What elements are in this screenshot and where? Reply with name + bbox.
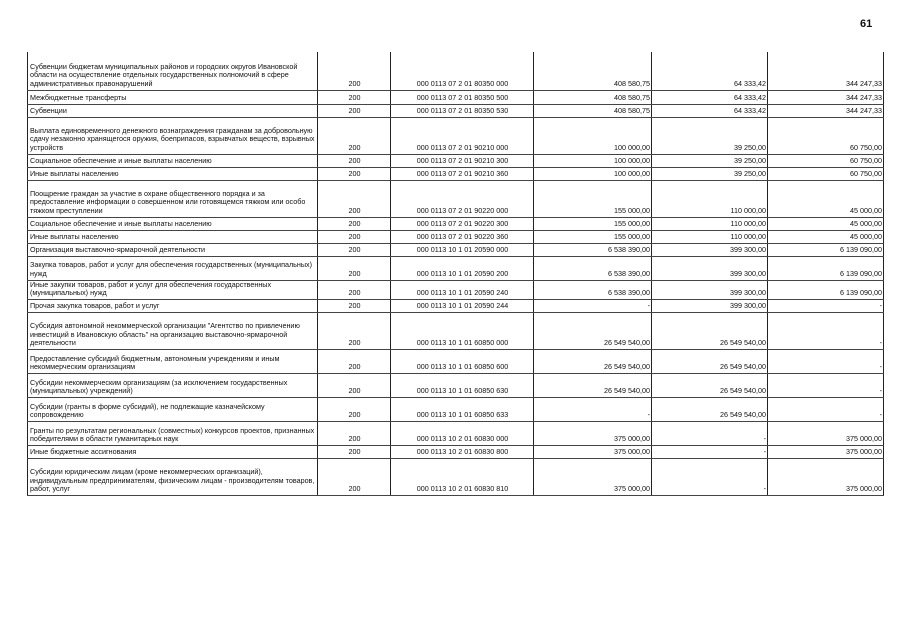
row-unexecuted-cell: -	[768, 312, 884, 349]
row-unexecuted-cell: -	[768, 349, 884, 373]
row-code-cell: 200	[318, 180, 391, 217]
row-unexecuted-cell: 60 750,00	[768, 167, 884, 180]
row-kbk-cell: 000 0113 10 1 01 60850 633	[391, 397, 534, 421]
table-row	[28, 180, 884, 217]
row-executed-cell: 26 549 540,00	[652, 373, 768, 397]
row-kbk-cell: 000 0113 07 2 01 90220 300	[391, 217, 534, 230]
table-row	[28, 458, 884, 495]
row-unexecuted-cell: 45 000,00	[768, 230, 884, 243]
row-unexecuted-cell: 60 750,00	[768, 154, 884, 167]
row-executed-cell: 64 333,42	[652, 104, 768, 117]
table-row	[28, 104, 884, 117]
row-kbk-cell: 000 0113 10 1 01 20590 000	[391, 243, 534, 256]
budget-execution-table	[27, 52, 884, 496]
row-kbk-cell: 000 0113 07 2 01 90210 000	[391, 117, 534, 154]
row-executed-cell: 399 300,00	[652, 256, 768, 280]
row-kbk-cell: 000 0113 10 2 01 60830 000	[391, 421, 534, 445]
row-code-cell: 200	[318, 397, 391, 421]
row-code-cell: 200	[318, 90, 391, 104]
table-row	[28, 217, 884, 230]
row-kbk-cell: 000 0113 07 2 01 80350 000	[391, 52, 534, 90]
row-kbk-cell: 000 0113 07 2 01 90220 360	[391, 230, 534, 243]
row-code-cell: 200	[318, 167, 391, 180]
row-unexecuted-cell: -	[768, 299, 884, 312]
row-name-cell: Гранты по результатам региональных (совместных) конкурсов проектов, признанных победителями в области гуманитарных наук	[28, 421, 318, 445]
row-name-cell: Выплата единовременного денежного вознаграждения гражданам за добровольную сдачу незаконно хранящегося оружия, боеприпасов, взрывчатых веществ, взрывных устройств	[28, 117, 318, 154]
row-executed-cell: 26 549 540,00	[652, 312, 768, 349]
row-code-cell: 200	[318, 312, 391, 349]
row-unexecuted-cell: 344 247,33	[768, 52, 884, 90]
row-approved-cell: 375 000,00	[534, 458, 652, 495]
row-kbk-cell: 000 0113 10 2 01 60830 810	[391, 458, 534, 495]
row-code-cell: 200	[318, 52, 391, 90]
row-executed-cell: 110 000,00	[652, 180, 768, 217]
row-code-cell: 200	[318, 243, 391, 256]
row-name-cell: Иные выплаты населению	[28, 167, 318, 180]
table-row	[28, 445, 884, 458]
table-row	[28, 312, 884, 349]
table-row	[28, 421, 884, 445]
row-name-cell: Социальное обеспечение и иные выплаты населению	[28, 217, 318, 230]
row-approved-cell: 155 000,00	[534, 217, 652, 230]
row-approved-cell: 100 000,00	[534, 117, 652, 154]
row-unexecuted-cell: 375 000,00	[768, 458, 884, 495]
row-executed-cell: 39 250,00	[652, 117, 768, 154]
row-name-cell: Закупка товаров, работ и услуг для обеспечения государственных (муниципальных) нужд	[28, 256, 318, 280]
row-code-cell: 200	[318, 373, 391, 397]
row-kbk-cell: 000 0113 10 1 01 20590 200	[391, 256, 534, 280]
row-name-cell: Субсидия автономной некоммерческой организации "Агентство по привлечению инвестиций в Ивановскую область" на организацию выставочно-ярмарочной деятельности	[28, 312, 318, 349]
row-name-cell: Предоставление субсидий бюджетным, автономным учреждениям и иным некоммерческим организациям	[28, 349, 318, 373]
row-approved-cell: 155 000,00	[534, 180, 652, 217]
page-number: 61	[860, 18, 873, 30]
table-row	[28, 349, 884, 373]
table-row	[28, 52, 884, 90]
row-executed-cell: 39 250,00	[652, 167, 768, 180]
row-approved-cell: 6 538 390,00	[534, 256, 652, 280]
row-approved-cell: 26 549 540,00	[534, 373, 652, 397]
row-unexecuted-cell: 6 139 090,00	[768, 243, 884, 256]
row-code-cell: 200	[318, 445, 391, 458]
row-code-cell: 200	[318, 104, 391, 117]
row-name-cell: Субсидии некоммерческим организациям (за исключением государственных (муниципальных) учреждений)	[28, 373, 318, 397]
row-unexecuted-cell: 45 000,00	[768, 217, 884, 230]
row-executed-cell: 399 300,00	[652, 243, 768, 256]
table-row	[28, 256, 884, 280]
row-name-cell: Субвенции	[28, 104, 318, 117]
table-row	[28, 90, 884, 104]
row-code-cell: 200	[318, 230, 391, 243]
table-row	[28, 373, 884, 397]
row-code-cell: 200	[318, 217, 391, 230]
row-name-cell: Иные выплаты населению	[28, 230, 318, 243]
row-executed-cell: 64 333,42	[652, 52, 768, 90]
row-unexecuted-cell: 375 000,00	[768, 445, 884, 458]
row-executed-cell: 399 300,00	[652, 280, 768, 299]
row-executed-cell: -	[652, 458, 768, 495]
row-approved-cell: 155 000,00	[534, 230, 652, 243]
row-kbk-cell: 000 0113 10 1 01 20590 244	[391, 299, 534, 312]
row-kbk-cell: 000 0113 07 2 01 90210 300	[391, 154, 534, 167]
row-unexecuted-cell: -	[768, 397, 884, 421]
row-approved-cell: 6 538 390,00	[534, 243, 652, 256]
table-row	[28, 117, 884, 154]
row-unexecuted-cell: -	[768, 373, 884, 397]
row-unexecuted-cell: 45 000,00	[768, 180, 884, 217]
row-unexecuted-cell: 344 247,33	[768, 90, 884, 104]
row-approved-cell: 408 580,75	[534, 104, 652, 117]
row-executed-cell: -	[652, 421, 768, 445]
row-code-cell: 200	[318, 458, 391, 495]
row-code-cell: 200	[318, 154, 391, 167]
row-executed-cell: 110 000,00	[652, 217, 768, 230]
row-approved-cell: 100 000,00	[534, 167, 652, 180]
row-executed-cell: 110 000,00	[652, 230, 768, 243]
row-approved-cell: 26 549 540,00	[534, 312, 652, 349]
row-unexecuted-cell: 6 139 090,00	[768, 280, 884, 299]
row-approved-cell: 408 580,75	[534, 90, 652, 104]
row-name-cell: Субвенции бюджетам муниципальных районов и городских округов Ивановской области на осуществление отдельных государственных полномочий в сфере административных правонарушений	[28, 52, 318, 90]
row-kbk-cell: 000 0113 10 2 01 60830 800	[391, 445, 534, 458]
row-kbk-cell: 000 0113 10 1 01 60850 630	[391, 373, 534, 397]
row-name-cell: Иные закупки товаров, работ и услуг для обеспечения государственных (муниципальных) нужд	[28, 280, 318, 299]
row-unexecuted-cell: 6 139 090,00	[768, 256, 884, 280]
table-row	[28, 167, 884, 180]
table-row	[28, 154, 884, 167]
row-approved-cell: 6 538 390,00	[534, 280, 652, 299]
row-code-cell: 200	[318, 299, 391, 312]
row-approved-cell: -	[534, 397, 652, 421]
row-unexecuted-cell: 375 000,00	[768, 421, 884, 445]
row-code-cell: 200	[318, 421, 391, 445]
row-kbk-cell: 000 0113 07 2 01 90220 000	[391, 180, 534, 217]
row-executed-cell: 64 333,42	[652, 90, 768, 104]
row-code-cell: 200	[318, 117, 391, 154]
row-kbk-cell: 000 0113 10 1 01 20590 240	[391, 280, 534, 299]
row-executed-cell: -	[652, 445, 768, 458]
row-code-cell: 200	[318, 280, 391, 299]
row-name-cell: Субсидии (гранты в форме субсидий), не подлежащие казначейскому сопровождению	[28, 397, 318, 421]
table-row	[28, 280, 884, 299]
row-approved-cell: -	[534, 299, 652, 312]
row-executed-cell: 399 300,00	[652, 299, 768, 312]
row-approved-cell: 26 549 540,00	[534, 349, 652, 373]
row-name-cell: Иные бюджетные ассигнования	[28, 445, 318, 458]
table-row	[28, 397, 884, 421]
row-name-cell: Прочая закупка товаров, работ и услуг	[28, 299, 318, 312]
row-name-cell: Организация выставочно-ярмарочной деятельности	[28, 243, 318, 256]
table-row	[28, 299, 884, 312]
row-name-cell: Социальное обеспечение и иные выплаты населению	[28, 154, 318, 167]
row-code-cell: 200	[318, 349, 391, 373]
row-executed-cell: 26 549 540,00	[652, 349, 768, 373]
row-name-cell: Поощрение граждан за участие в охране общественного порядка и за предоставление информации о совершенном или готовящемся тяжком или особо тяжком преступлении	[28, 180, 318, 217]
row-name-cell: Межбюджетные трансферты	[28, 90, 318, 104]
row-name-cell: Субсидии юридическим лицам (кроме некоммерческих организаций), индивидуальным предпринимателям, физическим лицам - производителям товаров, работ, услуг	[28, 458, 318, 495]
table-row	[28, 243, 884, 256]
row-unexecuted-cell: 60 750,00	[768, 117, 884, 154]
row-executed-cell: 39 250,00	[652, 154, 768, 167]
table-body	[28, 52, 884, 495]
row-unexecuted-cell: 344 247,33	[768, 104, 884, 117]
row-kbk-cell: 000 0113 07 2 01 90210 360	[391, 167, 534, 180]
row-code-cell: 200	[318, 256, 391, 280]
row-executed-cell: 26 549 540,00	[652, 397, 768, 421]
row-kbk-cell: 000 0113 07 2 01 80350 530	[391, 104, 534, 117]
row-approved-cell: 375 000,00	[534, 445, 652, 458]
row-approved-cell: 100 000,00	[534, 154, 652, 167]
row-kbk-cell: 000 0113 10 1 01 60850 000	[391, 312, 534, 349]
row-kbk-cell: 000 0113 10 1 01 60850 600	[391, 349, 534, 373]
row-kbk-cell: 000 0113 07 2 01 80350 500	[391, 90, 534, 104]
row-approved-cell: 375 000,00	[534, 421, 652, 445]
table-row	[28, 230, 884, 243]
row-approved-cell: 408 580,75	[534, 52, 652, 90]
